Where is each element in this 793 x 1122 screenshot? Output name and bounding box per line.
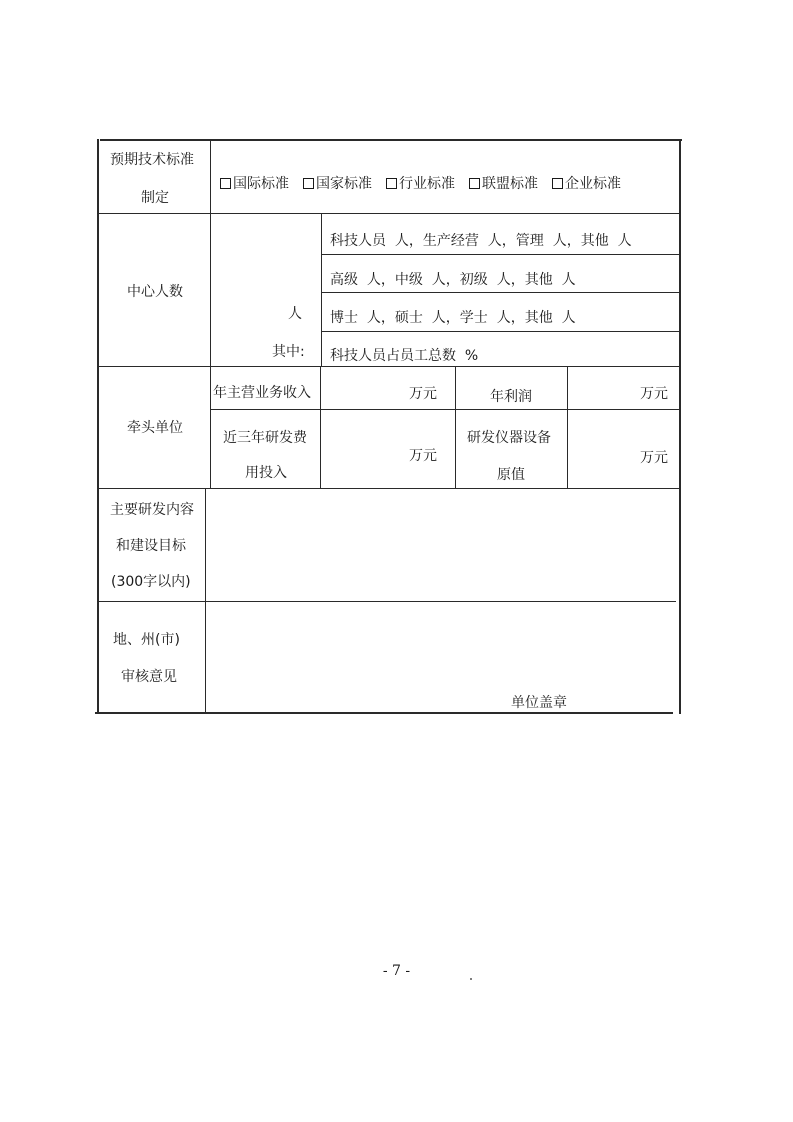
lead-unit-label: 牵头单位 (127, 420, 183, 436)
staff-row-degrees[interactable]: 博士 人，硕士 人，学士 人，其他 人 (330, 310, 576, 326)
table-border-right (679, 139, 681, 714)
staff-row-categories[interactable]: 科技人员 人，生产经营 人，管理 人，其他 人 (330, 233, 632, 249)
rd-expense-unit[interactable]: 万元 (409, 448, 437, 464)
staff-row-ratio[interactable]: 科技人员占员工总数 % (330, 348, 479, 364)
table-border-bottom (95, 712, 673, 714)
checkbox-enterprise-standard[interactable]: 企业标准 (552, 176, 621, 192)
profit-unit[interactable]: 万元 (640, 386, 668, 402)
row-sep-3 (98, 488, 680, 489)
checkbox-alliance-standard[interactable]: 联盟标准 (469, 176, 538, 192)
review-label-line2: 审核意见 (121, 669, 177, 685)
checkbox-icon (469, 178, 480, 189)
standard-label-line1: 预期技术标准 (110, 152, 194, 168)
lead-col-1 (320, 367, 321, 488)
equipment-label-line1: 研发仪器设备 (467, 430, 551, 446)
lead-col-2 (455, 367, 456, 488)
table-border-left (97, 139, 99, 714)
unit-seal-label: 单位盖章 (511, 695, 567, 711)
row-sep-1 (98, 213, 680, 214)
checkbox-national-standard[interactable]: 国家标准 (303, 176, 372, 192)
total-staff-unit[interactable]: 人 (288, 306, 302, 322)
checkbox-icon (552, 178, 563, 189)
checkbox-international-standard[interactable]: 国际标准 (220, 176, 289, 192)
revenue-label: 年主营业务收入 (213, 385, 311, 401)
scan-speck (470, 978, 472, 980)
review-opinion-area[interactable] (207, 603, 677, 711)
standard-options (220, 176, 621, 192)
equipment-label-line2: 原值 (497, 467, 525, 483)
staff-row-titles[interactable]: 高级 人，中级 人，初级 人，其他 人 (330, 272, 576, 288)
staff-inner-divider (321, 214, 322, 366)
staff-sub-sep-2 (322, 292, 680, 293)
center-staff-label: 中心人数 (127, 284, 183, 300)
lead-col-3 (567, 367, 568, 488)
revenue-unit[interactable]: 万元 (409, 386, 437, 402)
row-sep-4 (98, 601, 676, 602)
checkbox-icon (220, 178, 231, 189)
checkbox-icon (303, 178, 314, 189)
research-label-line2: 和建设目标 (116, 538, 186, 554)
row-sep-2 (98, 366, 680, 367)
rd-expense-label-line1: 近三年研发费 (223, 430, 307, 446)
lead-sub-sep (211, 409, 680, 410)
staff-sub-sep-3 (322, 331, 680, 332)
label-column-divider (210, 139, 211, 489)
checkbox-icon (386, 178, 397, 189)
checkbox-industry-standard[interactable]: 行业标准 (386, 176, 455, 192)
research-content-area[interactable] (207, 490, 678, 600)
review-label-line1: 地、州(市) (113, 632, 180, 648)
research-label-line1: 主要研发内容 (110, 502, 194, 518)
table-border-top (100, 139, 682, 141)
staff-sub-sep-1 (322, 254, 680, 255)
profit-label: 年利润 (490, 389, 532, 405)
equipment-unit[interactable]: 万元 (640, 450, 668, 466)
rd-expense-label-line2: 用投入 (245, 465, 287, 481)
page-number: - 7 - (382, 963, 411, 979)
standard-label-line2: 制定 (141, 190, 169, 206)
research-label-line3: (300字以内) (111, 574, 191, 590)
of-which-label: 其中: (272, 344, 305, 360)
